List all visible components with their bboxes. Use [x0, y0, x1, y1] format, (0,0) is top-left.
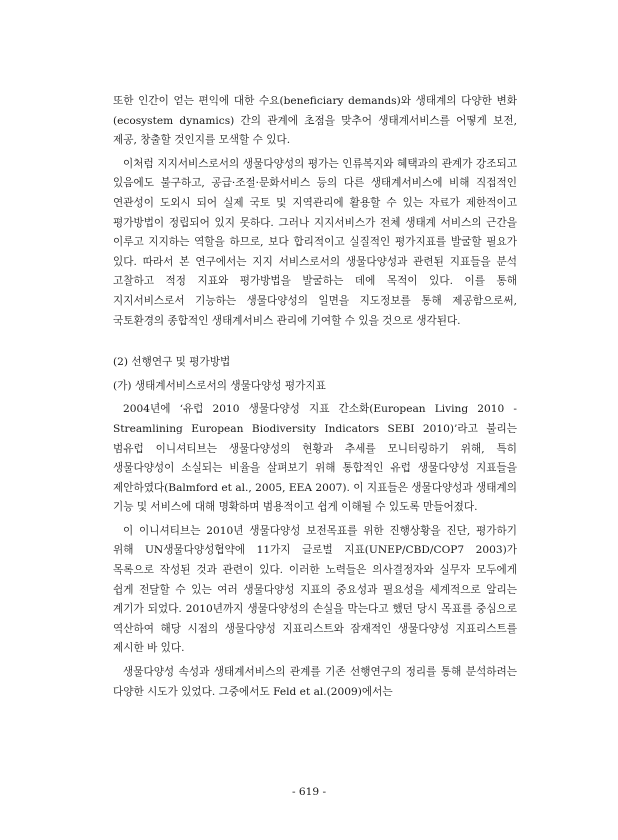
page-body: [113, 92, 517, 702]
intro-paragraph-continued: 또한 인간이 얻는 편익에 대한 수요(beneficiary demands)와 생태계의 다양한 변화(ecosystem dynamics) 간의 관계에 초점을 맞추어 생태계서비스를 어떻게 보전, 제공, 창출할 것인지를 모색할 수 있다.: [113, 95, 517, 147]
intro-paragraph-purpose: 이처럼 지지서비스로서의 생물다양성의 평가는 인류복지와 혜택과의 관계가 강조되고 있음에도 불구하고, 공급·조절·문화서비스 등의 다른 생태계서비스에 비해 직접적인 연관성이 도외시 되어 실제 국토 및 지역관리에 활용할 수 있는 자료가 제한적이고 평가방법이 정립되어 있지 못하다. 그러나 지지서비스가 전체 생태계 서비스의 근간을 이루고 지지하는 역할을 하므로, 보다 합리적이고 실질적인 평가지표를 발굴할 필요가 있다. 따라서 본 연구에서는 지지 서비스로서의 생물다양성과 관련된 지표들을 분석 고찰하고 적정 지표와 평가방법을 발굴하는 데에 목적이 있다. 이를 통해 지지서비스로서 기능하는 생물다양성의 일면을 지도정보를 통해 제공함으로써, 국토환경의 종합적인 생태계서비스 관리에 기여할 수 있을 것으로 생각된다.: [113, 157, 517, 327]
subsection-heading: (가) 생태계서비스로서의 생물다양성 평가지표: [113, 379, 326, 392]
section-heading: (2) 선행연구 및 평가방법: [113, 356, 231, 369]
page-number: - 619 -: [291, 786, 327, 798]
body-paragraph-initiative: 이 이니셔티브는 2010년 생물다양성 보전목표를 위한 진행상황을 진단, 평가하기 위해 UN생물다양성협약에 11가지 글로벌 지표(UNEP/CBD/COP7 2003)가 목록으로 작성된 것과 관련이 있다. 이러한 노력들은 의사결정자와 실무자 모두에게 쉽게 전달할 수 있는 여러 생물다양성 지표의 중요성과 필요성을 세계적으로 알리는 계기가 되었다. 2010년까지 생물다양성의 손실을 막는다고 했던 당시 목표를 중심으로 역산하여 해당 시점의 생물다양성 지표리스트와 잠재적인 생물다양성 지표리스트를 제시한 바 있다.: [113, 524, 517, 655]
body-paragraph-relations: 생물다양성 속성과 생태계서비스의 관계를 기존 선행연구의 정리를 통해 분석하려는 다양한 시도가 있었다. 그중에서도 Feld et al.(2009)에서는: [113, 666, 517, 698]
body-paragraph-sebi: 2004년에 ‘유럽 2010 생물다양성 지표 간소화(European Living 2010 - Streamlining European Biodiversity Indicators SEBI 2010)’라고 불리는 범유럽 이니셔티브는 생물다양성의 현황과 추세를 모니터링하기 위해, 특히 생물다양성이 소실되는 비율을 살펴보기 위해 통합적인 유럽 생물다양성 지표들을 제안하였다(Balmford et al., 2005, EEA 2007). 이 지표들은 생물다양성과 생태계의 기능 및 서비스에 대해 명확하며 범용적이고 쉽게 이해될 수 있도록 만들어졌다.: [113, 403, 517, 514]
